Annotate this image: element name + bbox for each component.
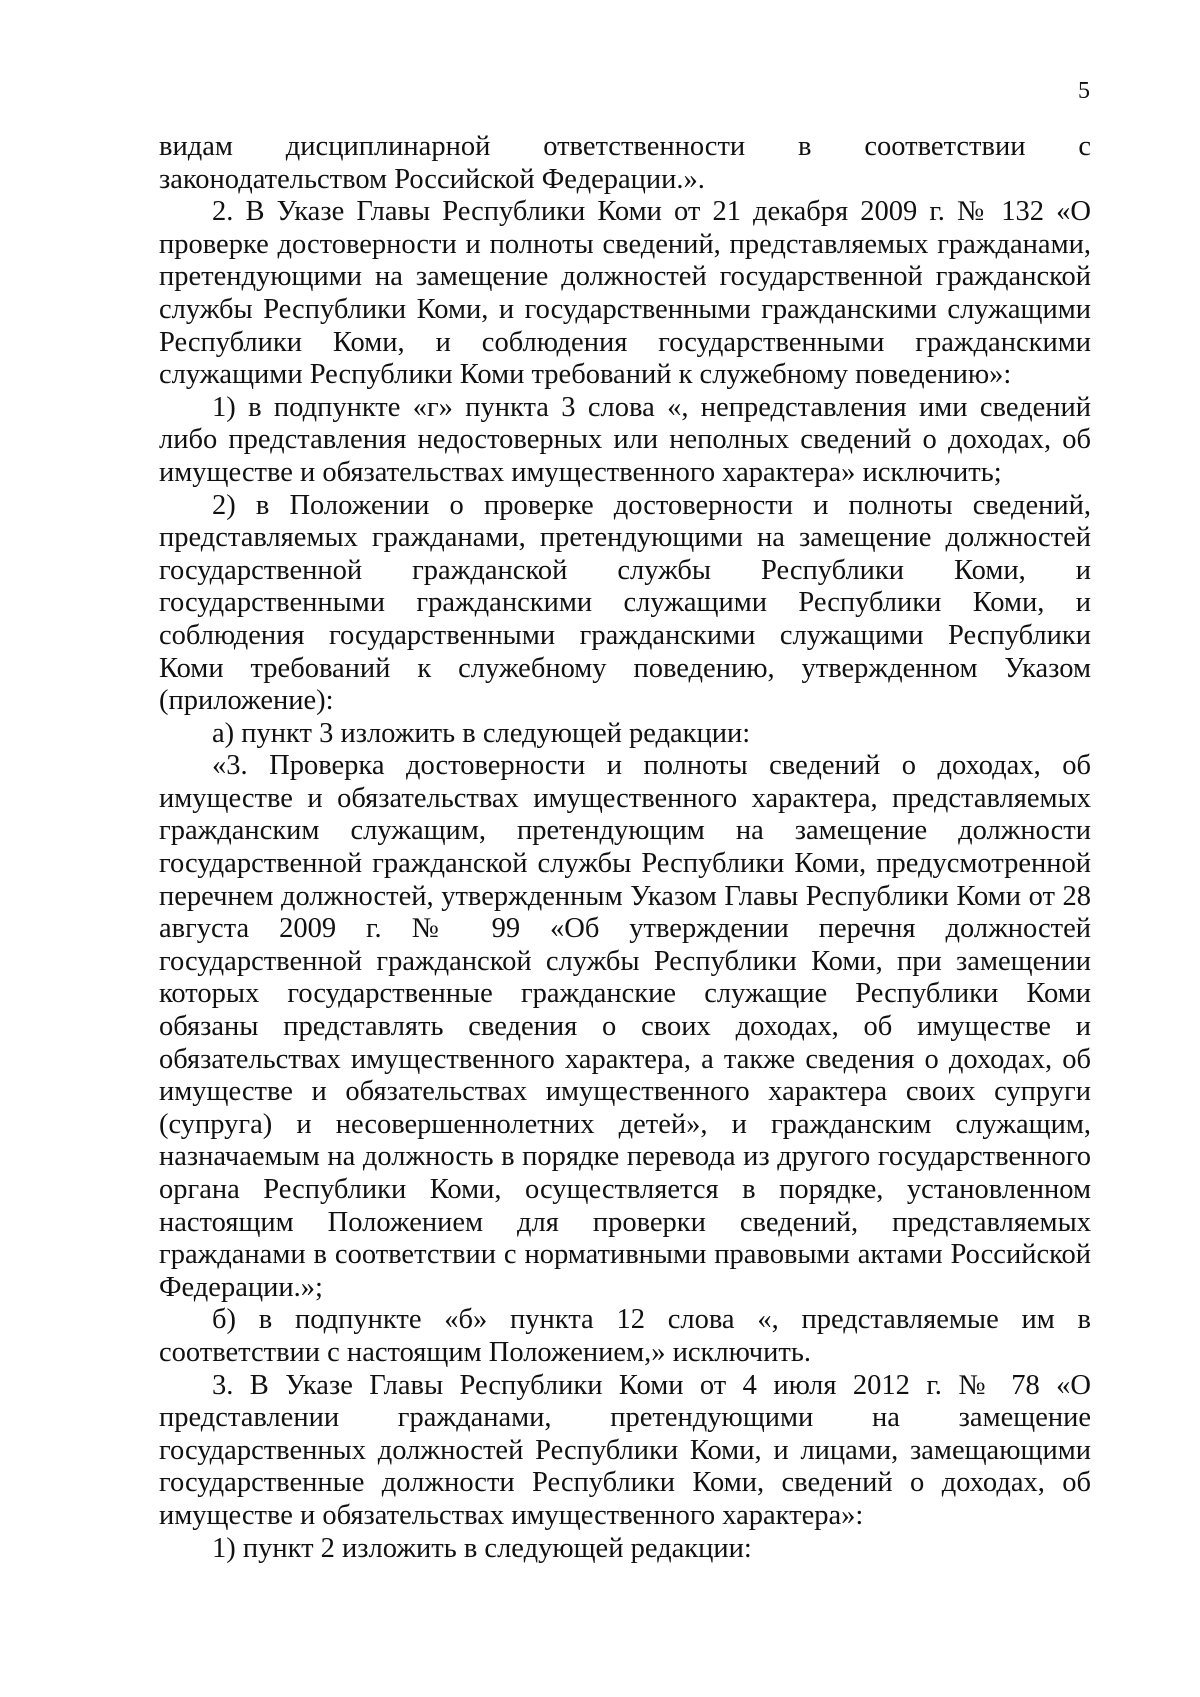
paragraph-subitem-a: а) пункт 3 изложить в следующей редакции: [212,717,751,749]
paragraph-subitem-b: б) в подпункте «б» пункта 12 слова «, представляемые им в соответствии с настоящим Положением,» исключить. [159,1304,1091,1368]
page-number: 5 [1078,78,1090,104]
paragraph-item-2: 2. В Указе Главы Республики Коми от 21 декабря 2009 г. № 132 «О проверке достоверности и полноты сведений, представляемых гражданами, претендующими на замещение должностей государственной гражданской службы Республики Коми, и государственными гражданскими служащими Республики Коми, и соблюдения государственными гражданскими служащими Республики Коми требований к служебному поведению»: [159,196,1091,391]
paragraph-quoted-point-3: «3. Проверка достоверности и полноты сведений о доходах, об имуществе и обязательствах имущественного характера, представляемых гражданским служащим, претендующим на замещение должности государственной гражданской службы Республики Коми, предусмотренной перечнем должностей, утвержденным Указом Главы Республики Коми от 28 августа 2009 г. № 99 «Об утверждении перечня должностей государственной гражданской службы Республики Коми, при замещении которых государственные гражданские служащие Республики Коми обязаны представлять сведения о своих доходах, об имуществе и обязательствах имущественного характера, а также сведения о доходах, об имуществе и обязательствах имущественного характера своих супруги (супруга) и несовершеннолетних детей», и гражданским служащим, назначаемым на должность в порядке перевода из другого государственного органа Республики Коми, осуществляется в порядке, установленном настоящим Положением для проверки сведений, представляемых гражданами в соответствии с нормативными правовыми актами Российской Федерации.»; [159,750,1091,1303]
document-body [159,131,1091,1565]
paragraph-item-3-subitem-1: 1) пункт 2 изложить в следующей редакции: [212,1532,752,1564]
paragraph-item-3: 3. В Указе Главы Республики Коми от 4 июля 2012 г. № 78 «О представлении гражданами, претендующими на замещение государственных должностей Республики Коми, и лицами, замещающими государственные должности Республики Коми, сведений о доходах, об имуществе и обязательствах имущественного характера»: [159,1369,1091,1531]
paragraph-subitem-2: 2) в Положении о проверке достоверности и полноты сведений, представляемых гражданами, претендующими на замещение должностей государственной гражданской службы Республики Коми, и государственными гражданскими служащими Республики Коми, и соблюдения государственными гражданскими служащими Республики Коми требований к служебному поведению, утвержденном Указом (приложение): [159,489,1091,717]
paragraph-subitem-1: 1) в подпункте «г» пункта 3 слова «, непредставления ими сведений либо представления недостоверных или неполных сведений о доходах, об имуществе и обязательствах имущественного характера» исключить; [159,391,1091,488]
paragraph-continuation: видам дисциплинарной ответственности в соответствии с законодательством Российской Федерации.». [159,131,1091,195]
